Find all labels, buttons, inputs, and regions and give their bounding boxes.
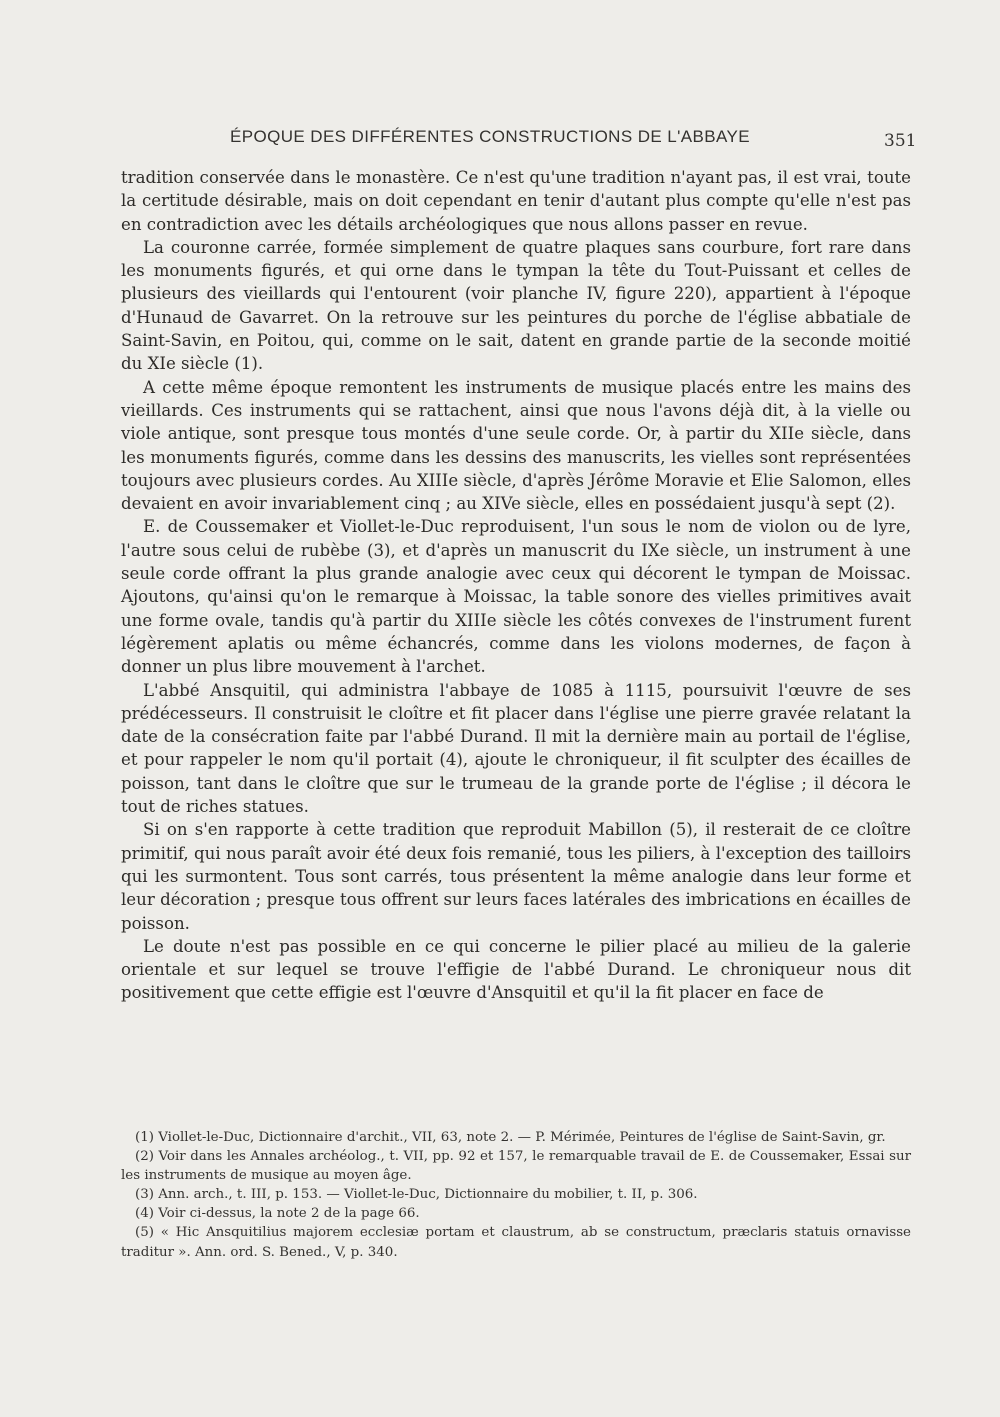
paragraph: A cette même époque remontent les instruments de musique placés entre les mains des vieillards. Ces instruments qui se rattachent, ainsi que nous l'avons déjà dit, à la vielle ou viole antique, sont presque tous montés d'une seule corde. Or, à partir du XIIe siècle, dans les monuments figurés, comme dans les dessins des manuscrits, les vielles sont représentées toujours avec plusieurs cordes. Au XIIIe siècle, d'après Jérôme Moravie et Elie Salomon, elles devaient en avoir invariablement cinq ; au XIVe siècle, elles en possédaient jusqu'à sept (2). bbox=[121, 377, 911, 514]
footnote: (3) Ann. arch., t. III, p. 153. — Viollet-le-Duc, Dictionnaire du mobilier, t. II, p. 306. bbox=[135, 1187, 698, 1203]
body-text bbox=[121, 166, 911, 1005]
footnote: (4) Voir ci-dessus, la note 2 de la page 66. bbox=[135, 1206, 420, 1222]
paragraph: La couronne carrée, formée simplement de quatre plaques sans courbure, fort rare dans les monuments figurés, et qui orne dans le tympan la tête du Tout-Puissant et celles de plusieurs des vieillards qui l'entourent (voir planche IV, figure 220), appartient à l'époque d'Hunaud de Gavarret. On la retrouve sur les peintures du porche de l'église abbatiale de Saint-Savin, en Poitou, qui, comme on le sait, datent en grande partie de la seconde moitié du XIe siècle (1). bbox=[121, 237, 911, 374]
footnote: (2) Voir dans les Annales archéolog., t. VII, pp. 92 et 157, le remarquable travail de E. de Coussemaker, Essai sur les instruments de musique au moyen âge. bbox=[121, 1149, 911, 1184]
paragraph: Si on s'en rapporte à cette tradition que reproduit Mabillon (5), il resterait de ce cloître primitif, qui nous paraît avoir été deux fois remanié, tous les piliers, à l'exception des tailloirs qui les surmontent. Tous sont carrés, tous présentent la même analogie dans leur forme et leur décoration ; presque tous offrent sur leurs faces latérales des imbrications en écailles de poisson. bbox=[121, 820, 911, 933]
paragraph: E. de Coussemaker et Viollet-le-Duc reproduisent, l'un sous le nom de violon ou de lyre, l'autre sous celui de rubèbe (3), et d'après un manuscrit du IXe siècle, un instrument à une seule corde offrant la plus grande analogie avec ceux qui décorent le tympan de Moissac. Ajoutons, qu'ainsi qu'on le remarque à Moissac, la table sonore des vielles primitives avait une forme ovale, tandis qu'à partir du XIIIe siècle les côtés convexes de l'instrument furent légèrement aplatis ou même échancrés, comme dans les violons modernes, de façon à donner un plus libre mouvement à l'archet. bbox=[121, 517, 911, 677]
paragraph: tradition conservée dans le monastère. Ce n'est qu'une tradition n'ayant pas, il est vrai, toute la certitude désirable, mais on doit cependant en tenir d'autant plus compte qu'elle n'est pas en contradiction avec les détails archéologiques que nous allons passer en revue. bbox=[121, 168, 911, 234]
running-head-title: ÉPOQUE DES DIFFÉRENTES CONSTRUCTIONS DE L'ABBAYE bbox=[230, 127, 750, 146]
page-number: 351 bbox=[884, 131, 917, 151]
running-head bbox=[0, 127, 1000, 153]
footnote: (5) « Hic Ansquitilius majorem ecclesiæ portam et claustrum, ab se constructum, præclaris statuis ornavisse traditur ». Ann. ord. S. Bened., V, p. 340. bbox=[121, 1225, 911, 1260]
footnote: (1) Viollet-le-Duc, Dictionnaire d'archit., VII, 63, note 2. — P. Mérimée, Peintures de l'église de Saint-Savin, gr. bbox=[135, 1130, 886, 1145]
paragraph: Le doute n'est pas possible en ce qui concerne le pilier placé au milieu de la galerie orientale et sur lequel se trouve l'effigie de l'abbé Durand. Le chroniqueur nous dit positivement que cette effigie est l'œuvre d'Ansquitil et qu'il la fit placer en face de bbox=[121, 936, 911, 1003]
footnotes bbox=[121, 1128, 911, 1262]
paragraph: L'abbé Ansquitil, qui administra l'abbaye de 1085 à 1115, poursuivit l'œuvre de ses prédécesseurs. Il construisit le cloître et fit placer dans l'église une pierre gravée relatant la date de la consécration faite par l'abbé Durand. Il mit la dernière main au portail de l'église, et pour rappeler le nom qu'il portait (4), ajoute le chroniqueur, il fit sculpter des écailles de poisson, tant dans le cloître que sur le trumeau de la grande porte de l'église ; il décora le tout de riches statues. bbox=[121, 680, 911, 817]
